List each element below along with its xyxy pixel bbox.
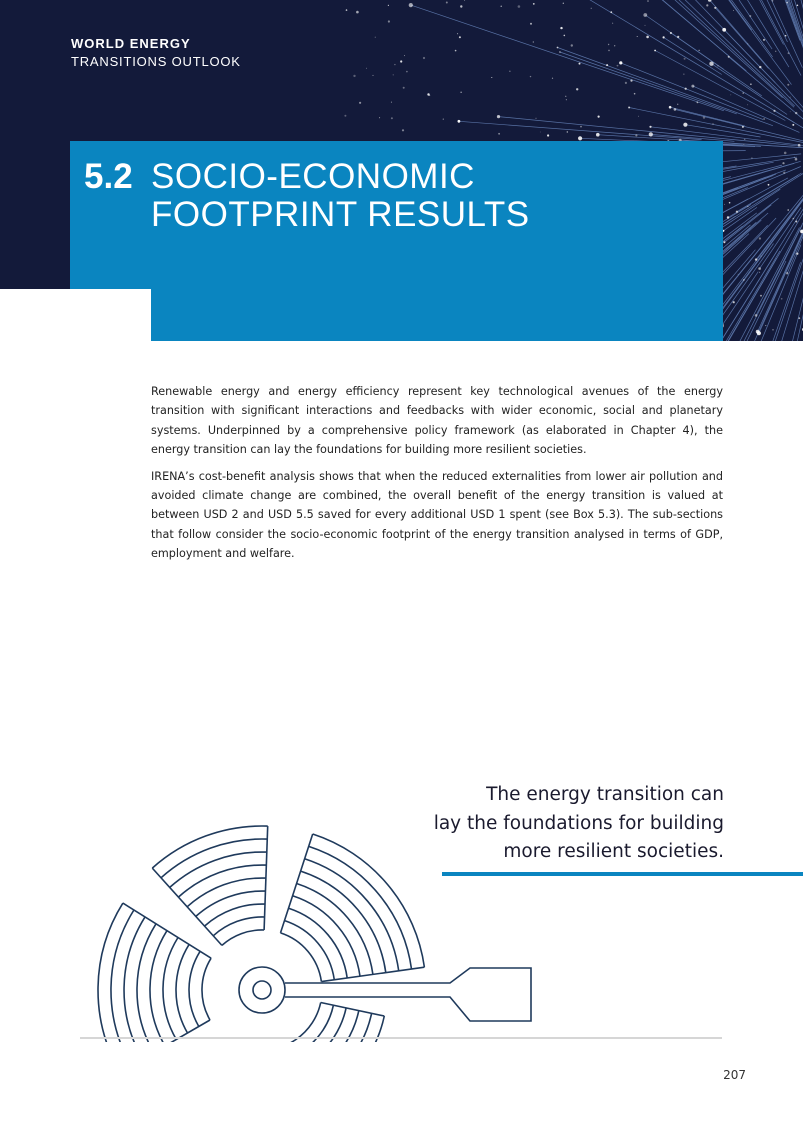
section-number: 5.2	[84, 157, 133, 196]
paragraph: Renewable energy and energy efficiency represent key technological avenues of the energy transition with significant interactions and feedbacks with wider economic, social and planetary systems. Underpinned by a comprehensive policy framework (as elaborated in Chapter 4), the energy transition can lay the foundations for building more resilient societies.	[151, 385, 723, 457]
page-number: 207	[723, 1068, 746, 1082]
pull-quote	[400, 781, 724, 867]
footer-rule	[80, 1037, 722, 1039]
title-box-tail	[151, 289, 723, 341]
pull-quote-line3: more resilient societies.	[503, 841, 724, 862]
publication-subtitle: TRANSITIONS OUTLOOK	[71, 54, 241, 69]
pull-quote-line1: The energy transition can	[486, 784, 724, 805]
section-title-line2: FOOTPRINT RESULTS	[151, 195, 530, 234]
publication-title: WORLD ENERGY	[71, 36, 191, 51]
paragraph: IRENA’s cost-benefit analysis shows that when the reduced externalities from lower air pollution and avoided climate change are combined, the overall benefit of the energy transition is valued at between USD 2 and USD 5.5 saved for every additional USD 1 spent (see Box 5.3). The sub-sections that follow consider the socio-economic footprint of the energy transition analysed in terms of GDP, employment and welfare.	[151, 469, 723, 561]
publication-header	[71, 35, 241, 71]
header-banner	[0, 0, 803, 341]
section-title	[151, 158, 530, 234]
pull-quote-rule	[442, 872, 803, 876]
section-title-line1: SOCIO-ECONOMIC	[151, 157, 475, 196]
body-text	[151, 382, 723, 571]
pull-quote-line2: lay the foundations for building	[433, 812, 724, 834]
